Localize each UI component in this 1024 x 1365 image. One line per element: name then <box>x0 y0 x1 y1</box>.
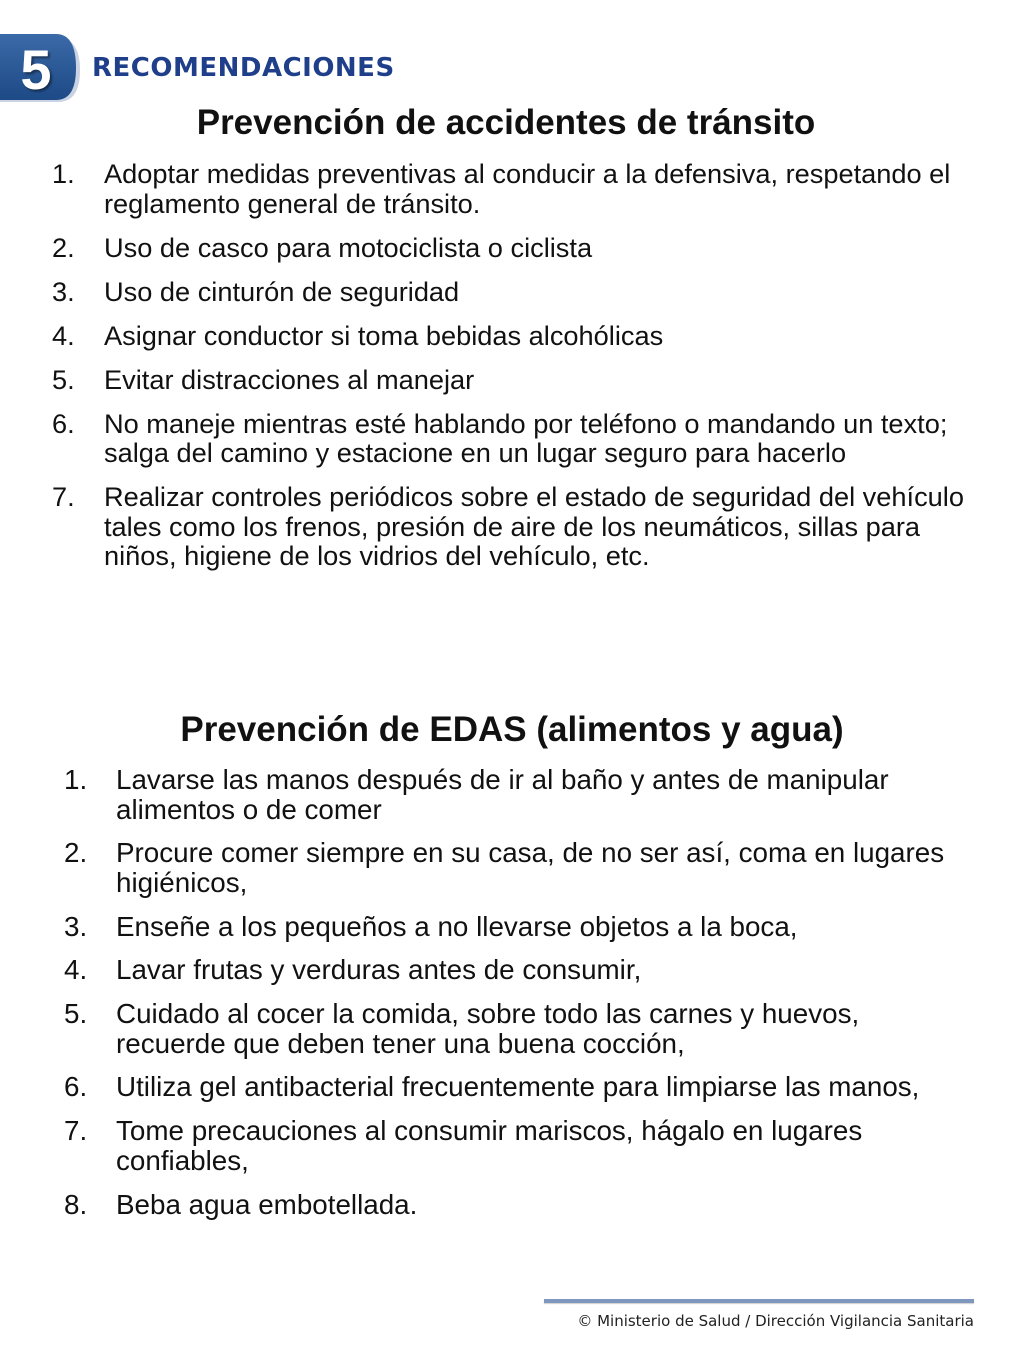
list-item <box>52 321 982 351</box>
item-text: Lavar frutas y verduras antes de consumir, <box>116 954 642 986</box>
item-number: 2. <box>52 231 75 263</box>
item-text: Evitar distracciones al manejar <box>104 363 475 395</box>
item-text: Uso de casco para motociclista o ciclista <box>104 231 593 263</box>
list-item <box>64 912 974 942</box>
item-text: Asignar conductor si toma bebidas alcohólicas <box>104 319 664 351</box>
list-item <box>52 159 982 218</box>
list-item <box>64 838 974 897</box>
item-number: 7. <box>52 481 75 512</box>
item-text: Tome precauciones al consumir mariscos, hágalo en lugares confiables, <box>116 1115 863 1176</box>
list-item <box>64 999 974 1058</box>
traffic-section-title: Prevención de accidentes de tránsito <box>196 103 816 142</box>
footer-divider <box>544 1299 974 1303</box>
footer-credit: © Ministerio de Salud / Dirección Vigilancia Sanitaria <box>577 1312 974 1330</box>
item-number: 5. <box>64 998 88 1030</box>
list-item <box>64 1072 974 1102</box>
item-number: 4. <box>52 319 75 351</box>
list-item <box>64 1116 974 1175</box>
item-text: Lavarse las manos después de ir al baño y antes de manipular alimentos o de comer <box>116 764 889 825</box>
item-number: 3. <box>64 910 88 942</box>
item-number: 6. <box>52 407 75 439</box>
item-number: 3. <box>52 275 75 307</box>
list-item <box>52 233 982 263</box>
edas-recommendations-list <box>64 765 974 1233</box>
list-item <box>52 409 982 468</box>
list-item <box>64 765 974 824</box>
item-number: 2. <box>64 837 88 869</box>
item-number: 1. <box>64 764 88 795</box>
edas-section-title: Prevención de EDAS (alimentos y agua) <box>180 710 844 749</box>
item-number: 7. <box>64 1115 88 1147</box>
item-text: Realizar controles periódicos sobre el estado de seguridad del vehículo tales como los frenos, presión de aire de los neumáticos, sillas para niños, higiene de los vidrios del vehículo, etc. <box>104 481 964 571</box>
item-text: No maneje mientras esté hablando por teléfono o mandando un texto; salga del camino y estacione en un lugar seguro para hacerlo <box>104 407 948 468</box>
item-number: 5. <box>52 363 75 395</box>
list-item <box>52 365 982 395</box>
item-text: Enseñe a los pequeños a no llevarse objetos a la boca, <box>116 910 798 942</box>
item-number: 8. <box>64 1188 88 1220</box>
section-number-badge <box>0 34 80 106</box>
list-item <box>52 482 982 571</box>
item-text: Adoptar medidas preventivas al conducir a la defensiva, respetando el reglamento general de tránsito. <box>104 158 951 219</box>
badge-number: 5 <box>20 38 52 101</box>
list-item <box>64 1190 974 1220</box>
item-text: Beba agua embotellada. <box>116 1188 418 1220</box>
item-text: Uso de cinturón de seguridad <box>104 275 460 307</box>
item-number: 4. <box>64 954 88 986</box>
list-item <box>64 955 974 985</box>
item-number: 6. <box>64 1071 88 1103</box>
item-number: 1. <box>52 158 75 189</box>
traffic-recommendations-list <box>52 159 982 585</box>
item-text: Cuidado al cocer la comida, sobre todo las carnes y huevos, recuerde que deben tener una buena cocción, <box>116 998 860 1059</box>
item-text: Procure comer siempre en su casa, de no ser así, coma en lugares higiénicos, <box>116 837 945 898</box>
section-label: RECOMENDACIONES <box>92 53 395 83</box>
list-item <box>52 277 982 307</box>
item-text: Utiliza gel antibacterial frecuentemente para limpiarse las manos, <box>116 1071 920 1103</box>
